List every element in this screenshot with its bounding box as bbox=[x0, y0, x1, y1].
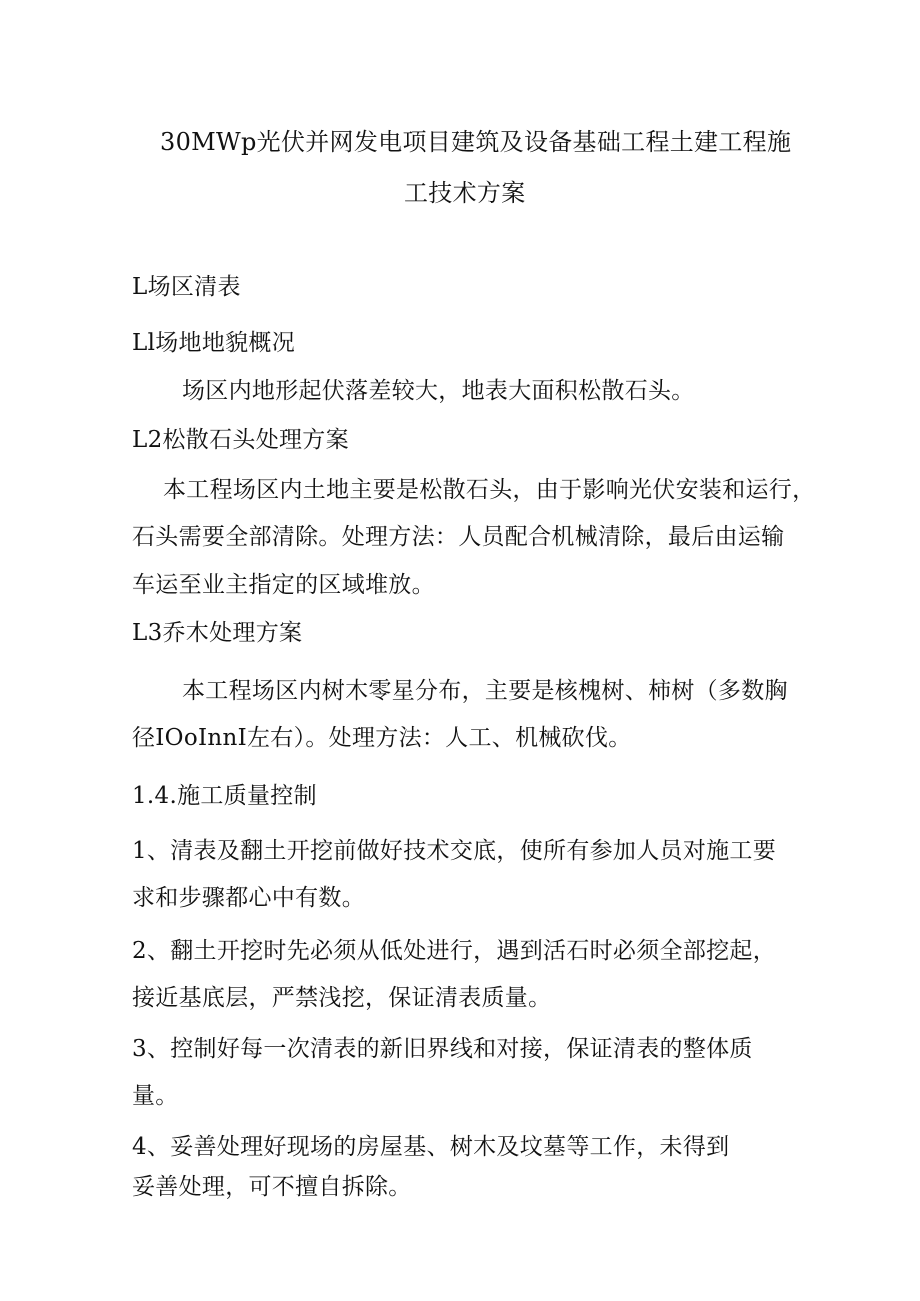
subsection-4-heading: 1.4.施工质量控制 bbox=[132, 783, 317, 809]
quality-item-line-1: 1、清表及翻土开挖前做好技术交底，使所有参加人员对施工要 bbox=[132, 838, 777, 864]
quality-item-line-8: 妥善处理，可不擅自拆除。 bbox=[132, 1174, 412, 1200]
quality-item-line-4: 接近基底层，严禁浅挖，保证清表质量。 bbox=[132, 985, 552, 1011]
subsection-3-line-2: 径IOoInnI左右）。处理方法：人工、机械砍伐。 bbox=[132, 725, 632, 751]
subsection-2-heading: L2松散石头处理方案 bbox=[132, 427, 349, 453]
subsection-3-heading: L3乔木处理方案 bbox=[132, 620, 303, 646]
document-title-line-1: 30MWp光伏并网发电项目建筑及设备基础工程土建工程施 bbox=[160, 128, 792, 156]
subsection-3-line-1: 本工程场区内树木零星分布，主要是核槐树、柿树（多数胸 bbox=[182, 678, 788, 704]
section-heading: L场区清表 bbox=[132, 274, 241, 300]
quality-item-line-7: 4、妥善处理好现场的房屋基、树木及坟墓等工作，未得到 bbox=[132, 1134, 730, 1160]
subsection-1-text: 场区内地形起伏落差较大，地表大面积松散石头。 bbox=[182, 378, 695, 404]
subsection-2-line-2: 石头需要全部清除。处理方法：人员配合机械清除，最后由运输 bbox=[132, 524, 785, 550]
subsection-2-line-3: 车运至业主指定的区域堆放。 bbox=[132, 572, 435, 598]
subsection-2-line-1: 本工程场区内土地主要是松散石头，由于影响光伏安装和运行， bbox=[163, 477, 816, 503]
quality-item-line-3: 2、翻土开挖时先必须从低处进行，遇到活石时必须全部挖起， bbox=[132, 938, 777, 964]
quality-item-line-2: 求和步骤都心中有数。 bbox=[132, 885, 365, 911]
document-title-line-2: 工技术方案 bbox=[404, 179, 526, 207]
quality-item-line-6: 量。 bbox=[132, 1083, 179, 1109]
quality-item-line-5: 3、控制好每一次清表的新旧界线和对接，保证清表的整体质 bbox=[132, 1036, 753, 1062]
subsection-1-heading: Ll场地地貌概况 bbox=[132, 330, 296, 356]
